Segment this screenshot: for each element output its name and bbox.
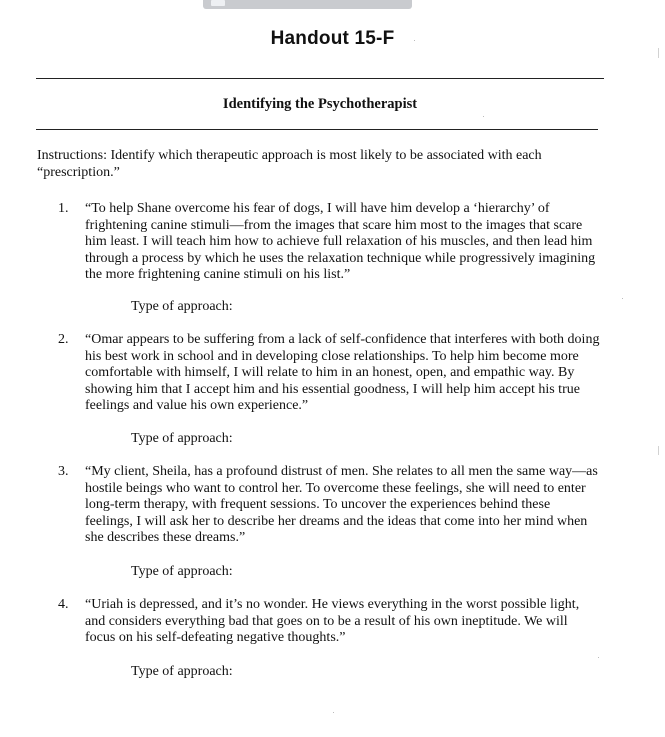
scan-speck (414, 40, 415, 41)
bottom-rule (36, 129, 598, 130)
scan-speck (598, 657, 599, 658)
top-rule (36, 78, 604, 79)
handout-title: Handout 15-F (270, 28, 395, 49)
instructions: Instructions: Identify which therapeutic approach is most likely to be associated with each “prescription.” (37, 148, 542, 180)
scan-speck (483, 116, 484, 117)
item-text: “Uriah is depressed, and it’s no wonder. He views everything in the worst possible light, and considers everything bad that goes on to be a result of his own ineptitude. We will focus on his self-defeating negative thoughts.” (85, 597, 580, 645)
handout-subtitle: Identifying the Psychotherapist (222, 96, 418, 112)
item-text: “My client, Sheila, has a profound distrust of men. She relates to all men the same way—as hostile beings who want to control her. To overcome these feelings, she will need to enter long-term therapy, with frequent sessions. To uncover the experiences behind these feelings, I will ask her to describe her dreams and the ideas that come into her mind when she describes these dreams.” (85, 464, 598, 545)
item-number: 3. (58, 464, 69, 479)
item-number: 1. (58, 201, 69, 216)
item-number: 2. (58, 332, 69, 347)
item-text: “Omar appears to be suffering from a lack of self-confidence that interferes with both doing his best work in school and in developing close relationships. To help him become more comfortable with himself, I will relate to him in an honest, open, and empathic way. By showing him that I accept him and his essential goodness, I will help him accept his true feelings and value his own experience.” (85, 332, 600, 413)
scan-edge-mark (658, 446, 659, 455)
item-text: “To help Shane overcome his fear of dogs, I will have him develop a ‘hierarchy’ of frightening canine stimuli—from the images that scare him most to the images that scare him least. I will teach him how to achieve full relaxation of his muscles, and then lead him through a process by which he uses the relaxation technique while progressively imagining the more frightening canine stimuli on his list.” (85, 201, 596, 282)
scan-edge-mark (658, 48, 659, 58)
item-number: 4. (58, 597, 69, 612)
document-icon (211, 0, 225, 6)
type-of-approach-label: Type of approach: (131, 431, 233, 446)
type-of-approach-label: Type of approach: (131, 664, 233, 679)
scan-speck (333, 712, 334, 713)
type-of-approach-label: Type of approach: (131, 564, 233, 579)
browser-tab-fragment[interactable] (203, 0, 412, 9)
scan-speck (622, 298, 623, 299)
type-of-approach-label: Type of approach: (131, 299, 233, 314)
